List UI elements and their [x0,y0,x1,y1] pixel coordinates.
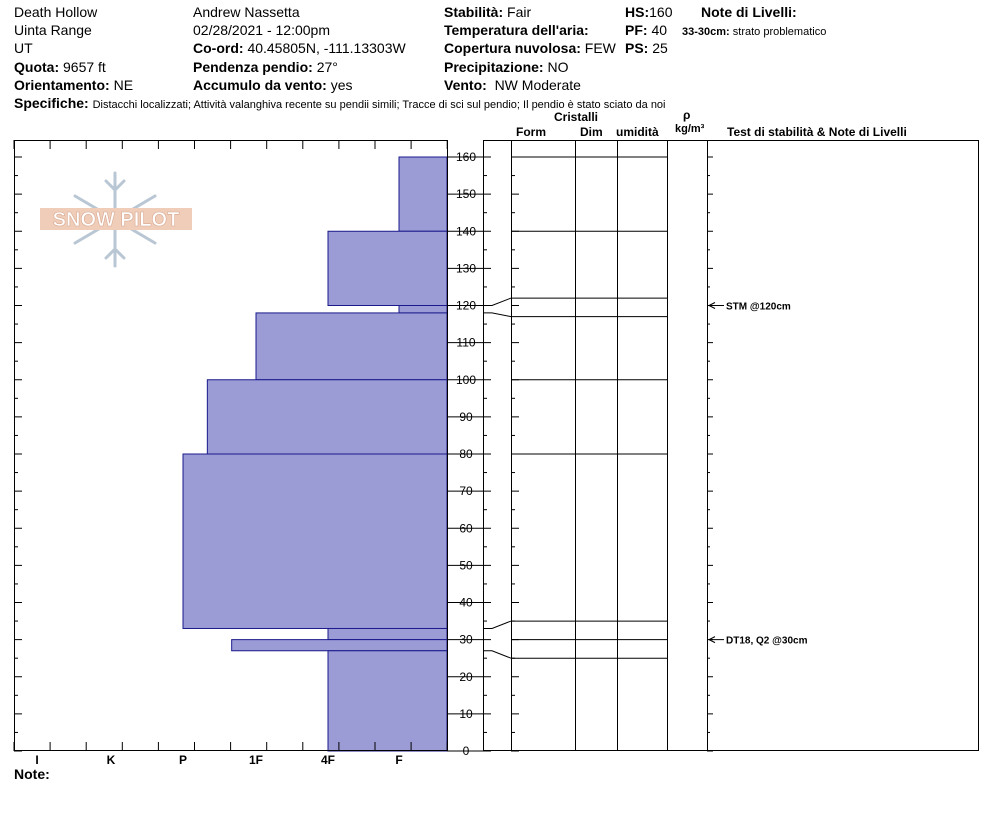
range-name: Uinta Range [14,22,92,38]
specifics-value: Distacchi localizzati; Attività valanghiva recente su pendii simili; Tracce di sci sul pendio; Il pendio è stato sciato da noi [92,99,666,111]
depth-label: 70 [459,484,473,499]
hardness-bar [328,651,447,751]
hardness-label: P [178,753,188,767]
slope-label: Pendenza pendio: [193,59,313,75]
stratigraphy-frame [484,141,979,751]
precip-label: Precipitazione: [444,59,544,75]
coordinates-value: 40.45805N, -111.13303W [247,40,406,56]
hardness-label: K [106,753,116,767]
specifics-label: Specifiche: [14,95,89,111]
wind-loading-label: Accumulo da vento: [193,77,327,93]
hardness-label: 1F [248,753,264,767]
observer-name: Andrew Nassetta [193,4,300,20]
depth-label: 120 [455,298,477,313]
wind-value: NW Moderate [494,77,581,93]
depth-label: 100 [455,372,477,387]
layer-connector [483,621,511,628]
hardness-bar [232,640,447,651]
crystals-header: Cristalli [554,110,599,124]
state-name: UT [14,40,33,56]
hardness-bar [328,628,447,639]
location-name: Death Hollow [14,4,98,20]
tests-notes-header: Test di stabilità & Note di Livelli [727,125,907,139]
hardness-label: 4F [320,753,336,767]
layer-connector [483,298,511,305]
pf-value: 40 [651,22,668,38]
layer-note-range: 33-30cm: [682,26,730,38]
elevation-value: 9657 ft [63,59,106,75]
hardness-bar [183,454,447,628]
rho-header: ρ [683,108,691,122]
depth-label: 160 [455,150,477,164]
cloud-label: Copertura nuvolosa: [444,40,581,56]
moisture-header: umidità [616,125,659,139]
ps-label: PS: [625,40,649,56]
test-label: STM @120cm [726,301,791,313]
wind-label: Vento: [444,77,487,93]
logo-text: SNOW PILOT [52,209,180,231]
air-temp-label: Temperatura dell'aria: [444,22,589,38]
layer-notes-title: Note di Livelli: [701,4,797,20]
precip-value: NO [547,59,569,75]
chart-frames [15,140,979,751]
stability-tests [709,302,808,647]
form-header: Form [516,125,546,139]
notes-label: Note: [14,766,50,782]
stability-label: Stabilità: [444,4,504,20]
depth-label: 10 [459,706,473,721]
hardness-bars [183,157,447,751]
density-unit-header: kg/m³ [675,123,705,135]
cloud-value: FEW [584,40,616,56]
depth-label: 150 [455,187,477,202]
depth-label: 80 [459,447,473,461]
slope-value: 27° [316,59,338,75]
hardness-bar [328,231,447,305]
aspect-value: NE [113,77,134,93]
depth-label: 130 [455,261,477,276]
observation-datetime: 02/28/2021 - 12:00pm [193,22,330,38]
depth-label: 90 [459,409,473,424]
wind-loading-value: yes [330,77,353,93]
hardness-bar [399,157,447,231]
hardness-bar [256,313,447,380]
coordinates-label: Co-ord: [193,40,244,56]
hardness-label: I [35,753,39,767]
elevation-label: Quota: [14,59,60,75]
hs-value: 160 [649,4,673,20]
layer-connector [483,651,511,658]
hardness-bar [207,380,447,454]
dim-header: Dim [580,125,603,139]
depth-label: 110 [456,335,476,350]
test-label: DT18, Q2 @30cm [726,635,808,647]
layer-note-text: strato problematico [732,26,827,38]
layer-connector [483,313,511,317]
depth-label: 30 [459,632,473,647]
stability-value: Fair [507,4,532,20]
snowpilot-logo [40,173,192,266]
pf-label: PF: [625,22,648,38]
hardness-bar [399,306,447,313]
aspect-label: Orientamento: [14,77,110,93]
hardness-label: F [395,753,403,767]
depth-label: 40 [459,595,473,610]
hs-label: HS: [625,4,650,20]
depth-label: 0 [462,744,470,758]
depth-label: 60 [459,521,473,536]
depth-label: 140 [455,224,477,239]
depth-label: 50 [459,558,473,573]
ps-value: 25 [652,40,668,56]
depth-label: 20 [459,669,473,684]
